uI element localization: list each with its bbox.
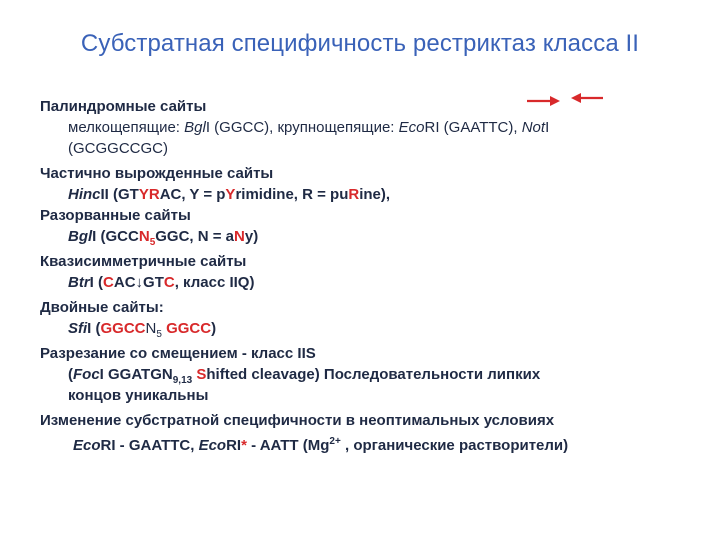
shifted-example: (FocI $GGATGN_{9,13}$ Shifted cleavage) Последовательности липких [68,366,541,386]
shifted-example-cont: концов уникальны [68,387,209,404]
cut-arrow-icon: ↓ [135,274,144,291]
interrupted-example: BglI ($GCCN_5GGC$, N = aNy) [68,228,259,248]
section-double-heading: Двойные сайты: [40,299,164,316]
specificity-change-example: EcoRI - GAATTC, EcoRI* - AATT ($Mg^{2+}$ , органические растворители) [73,436,569,454]
section-shifted-heading: Разрезание со смещением - класс IIS [40,345,316,362]
slide-content [40,96,700,456]
double-example: SfiI ($GGCCN_5$ GGCC) [68,320,217,340]
palindromic-examples-cont: (GCGGCCGC) [68,140,168,157]
quasisymmetric-example: BtrI (CAC↓GTC, класс IIQ) [68,274,255,291]
section-specificity-change-heading: Изменение субстратной специфичности в неоптимальных условиях [40,412,555,429]
section-palindromic-heading: Палиндромные сайты [40,98,207,115]
section-quasisymmetric-heading: Квазисимметричные сайты [40,253,247,270]
degenerate-example: HincII (GTYRAC, Y = pYrimidine, R = puRine), [68,186,391,203]
slide-title: Субстратная специфичность рестриктаз класса II [80,30,640,57]
section-degenerate-heading: Частично вырожденные сайты [40,165,274,182]
section-interrupted-heading: Разорванные сайты [40,207,191,224]
palindromic-examples: мелкощепящие: BglI (GGCC), крупнощепящие: EcoRI (GAATTC), NotI [68,119,550,136]
